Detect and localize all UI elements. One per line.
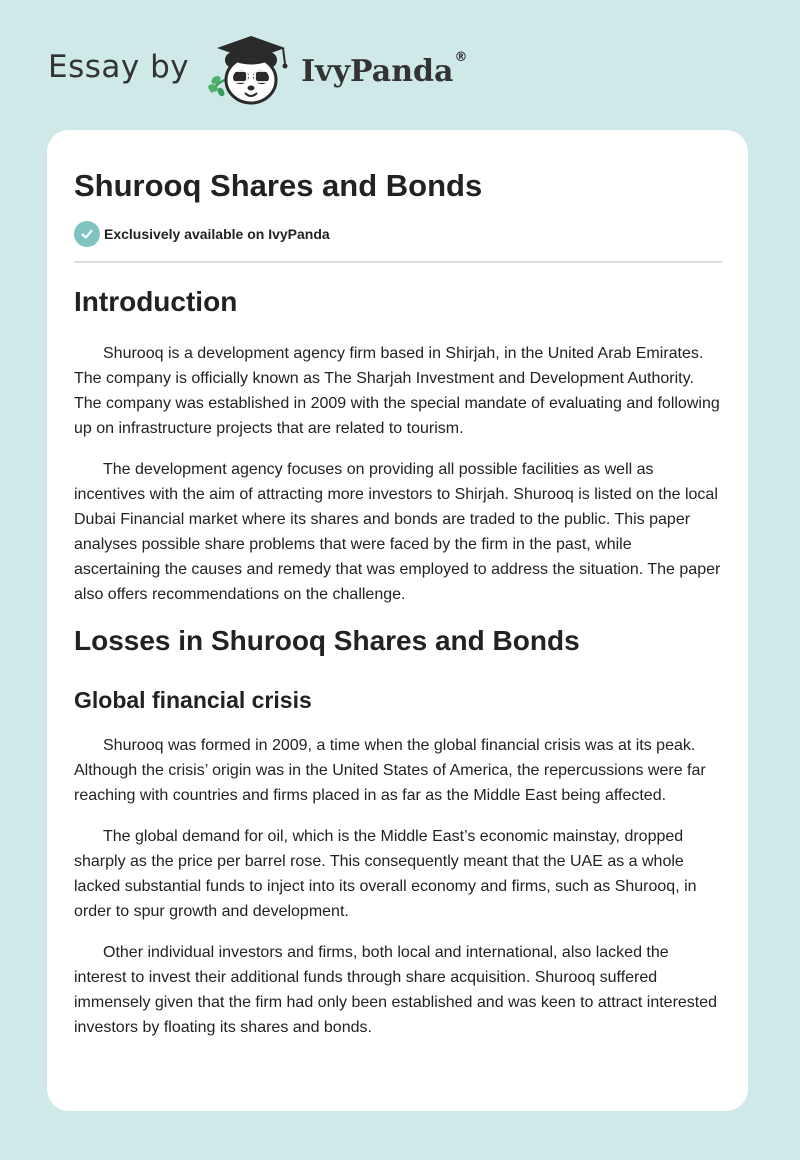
paragraph: The global demand for oil, which is the Middle East’s economic mainstay, dropped sharply as the price per barrel rose. This consequently meant that the UAE as a whole lacked substantial funds to inject into its overall economy and firms, such as Shurooq, in order to spur growth and development. (74, 828, 697, 920)
brand-name[interactable]: IvyPanda® (301, 49, 468, 89)
registered-mark: ® (454, 49, 468, 65)
check-circle-icon (74, 221, 100, 247)
section-heading-losses: Losses in Shurooq Shares and Bonds (74, 625, 580, 656)
exclusive-badge (74, 221, 722, 247)
site-header (48, 30, 467, 110)
page-title: Shurooq Shares and Bonds (74, 168, 483, 203)
paragraph: The development agency focuses on providing all possible facilities as well as incentives with the aim of attracting more investors to Shirjah. Shurooq is listed on the local Dubai Financial market where its shares and bonds are traded to the public. This paper analyses possible share problems that were faced by the firm in the past, while ascertaining the causes and remedy that was employed to address the situation. The paper also offers recommendations on the challenge. (74, 461, 721, 603)
paragraph: Shurooq was formed in 2009, a time when the global financial crisis was at its peak. Although the crisis’ origin was in the United States of America, the repercussions were far reaching with countries and firms placed in as far as the Middle East being affected. (74, 737, 706, 804)
exclusive-label: Exclusively available on IvyPanda (104, 226, 330, 242)
paragraph: Other individual investors and firms, both local and international, also lacked the interest to invest their additional funds through share acquisition. Shurooq suffered immensely given that the firm had only been established and was keen to attract interested investors by floating its shares and bonds. (74, 944, 718, 1036)
subsection-heading-global-financial-crisis: Global financial crisis (74, 687, 312, 713)
section-heading-introduction: Introduction (74, 286, 238, 317)
essay-by-label: Essay by (48, 49, 190, 85)
essay-card (47, 130, 748, 1111)
panda-graduate-icon[interactable] (203, 30, 299, 110)
paragraph: Shurooq is a development agency firm based in Shirjah, in the United Arab Emirates. The company is officially known as The Sharjah Investment and Development Authority. The company was established in 2009 with the special mandate of evaluating and following up on infrastructure projects that are related to tourism. (74, 345, 720, 437)
title-divider (74, 261, 722, 263)
